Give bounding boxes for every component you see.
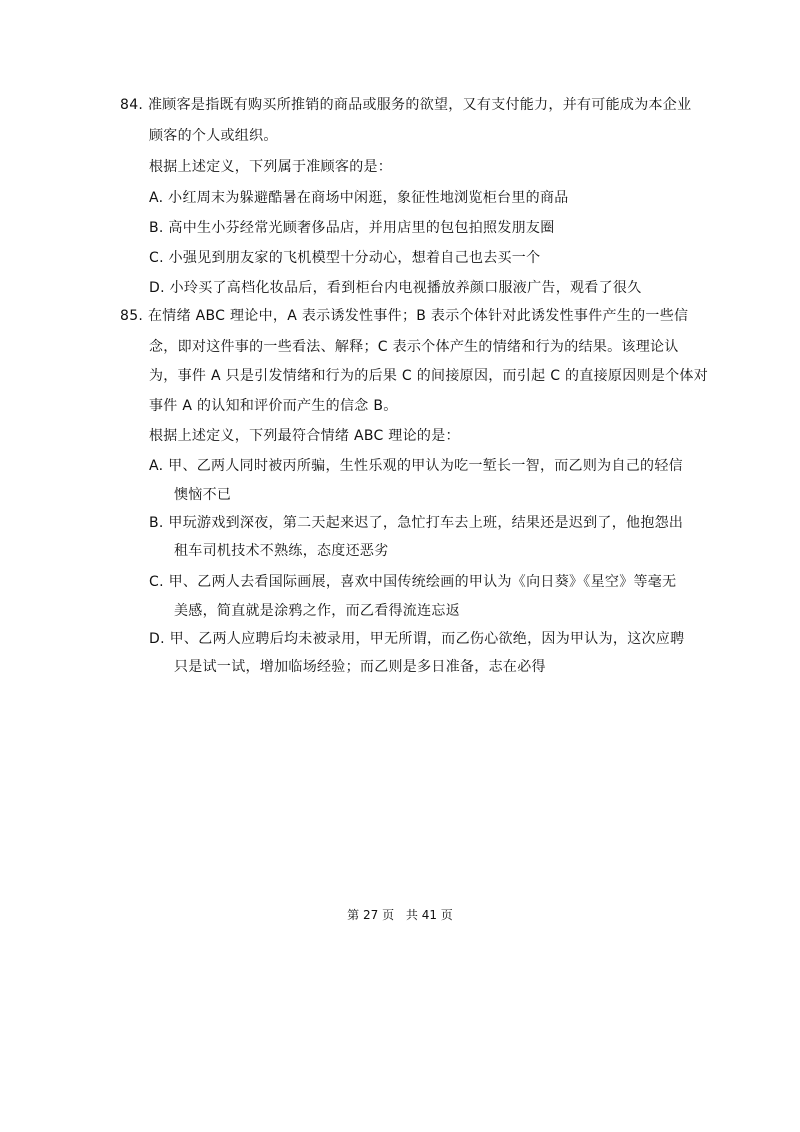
question-84-stem-line-1: 84. 准顾客是指既有购买所推销的商品或服务的欲望，又有支付能力，并有可能成为本企业 <box>120 97 692 113</box>
question-84-option-a: A. 小红周末为躲避酷暑在商场中闲逛，象征性地浏览柜台里的商品 <box>149 190 569 206</box>
question-85-prompt: 根据上述定义，下列最符合情绪 ABC 理论的是： <box>149 428 460 444</box>
question-84-option-d: D. 小玲买了高档化妆品后，看到柜台内电视播放养颜口服液广告，观看了很久 <box>149 280 642 296</box>
question-84-option-c: C. 小强见到朋友家的飞机模型十分动心，想着自己也去买一个 <box>149 250 541 266</box>
question-84-stem-line-2: 顾客的个人或组织。 <box>149 128 278 144</box>
page-number: 第 27 页 <box>347 908 395 922</box>
question-85-option-a: A. 甲、乙两人同时被丙所骗，生性乐观的甲认为吃一堑长一智，而乙则为自己的轻信 <box>149 458 683 474</box>
question-85-number: 85. <box>120 308 144 324</box>
question-85-stem-line-3: 为，事件 A 只是引发情绪和行为的后果 C 的间接原因，而引起 C 的直接原因则是个体对 <box>149 368 709 384</box>
question-84-option-b: B. 高中生小芬经常光顾奢侈品店，并用店里的包包拍照发朋友圈 <box>149 220 555 236</box>
question-84-number: 84. <box>120 97 144 113</box>
page-footer <box>0 907 800 923</box>
question-85-option-b: B. 甲玩游戏到深夜，第二天起来迟了，急忙打车去上班，结果还是迟到了，他抱怨出 <box>149 515 684 531</box>
question-85-option-d-cont: 只是试一试，增加临场经验；而乙则是多日准备，志在必得 <box>174 659 546 675</box>
question-85-option-c-cont: 美感，简直就是涂鸦之作，而乙看得流连忘返 <box>174 603 460 619</box>
question-85-option-c: C. 甲、乙两人去看国际画展，喜欢中国传统绘画的甲认为《向日葵》《星空》等毫无 <box>149 574 677 590</box>
question-85-stem-line-2: 念，即对这件事的一些看法、解释；C 表示个体产生的情绪和行为的结果。该理论认 <box>149 339 679 355</box>
page-total: 共 41 页 <box>405 908 453 922</box>
question-85-option-a-cont: 懊恼不已 <box>174 487 232 503</box>
question-85-stem-line-4: 事件 A 的认知和评价而产生的信念 B。 <box>149 398 398 414</box>
question-85-option-d: D. 甲、乙两人应聘后均未被录用，甲无所谓，而乙伤心欲绝，因为甲认为，这次应聘 <box>149 631 685 647</box>
question-84-prompt: 根据上述定义，下列属于准顾客的是： <box>149 159 393 175</box>
question-85-option-b-cont: 租车司机技术不熟练，态度还恶劣 <box>174 543 389 559</box>
question-85-stem-line-1: 85. 在情绪 ABC 理论中，A 表示诱发性事件；B 表示个体针对此诱发性事件产生的一些信 <box>120 308 689 324</box>
